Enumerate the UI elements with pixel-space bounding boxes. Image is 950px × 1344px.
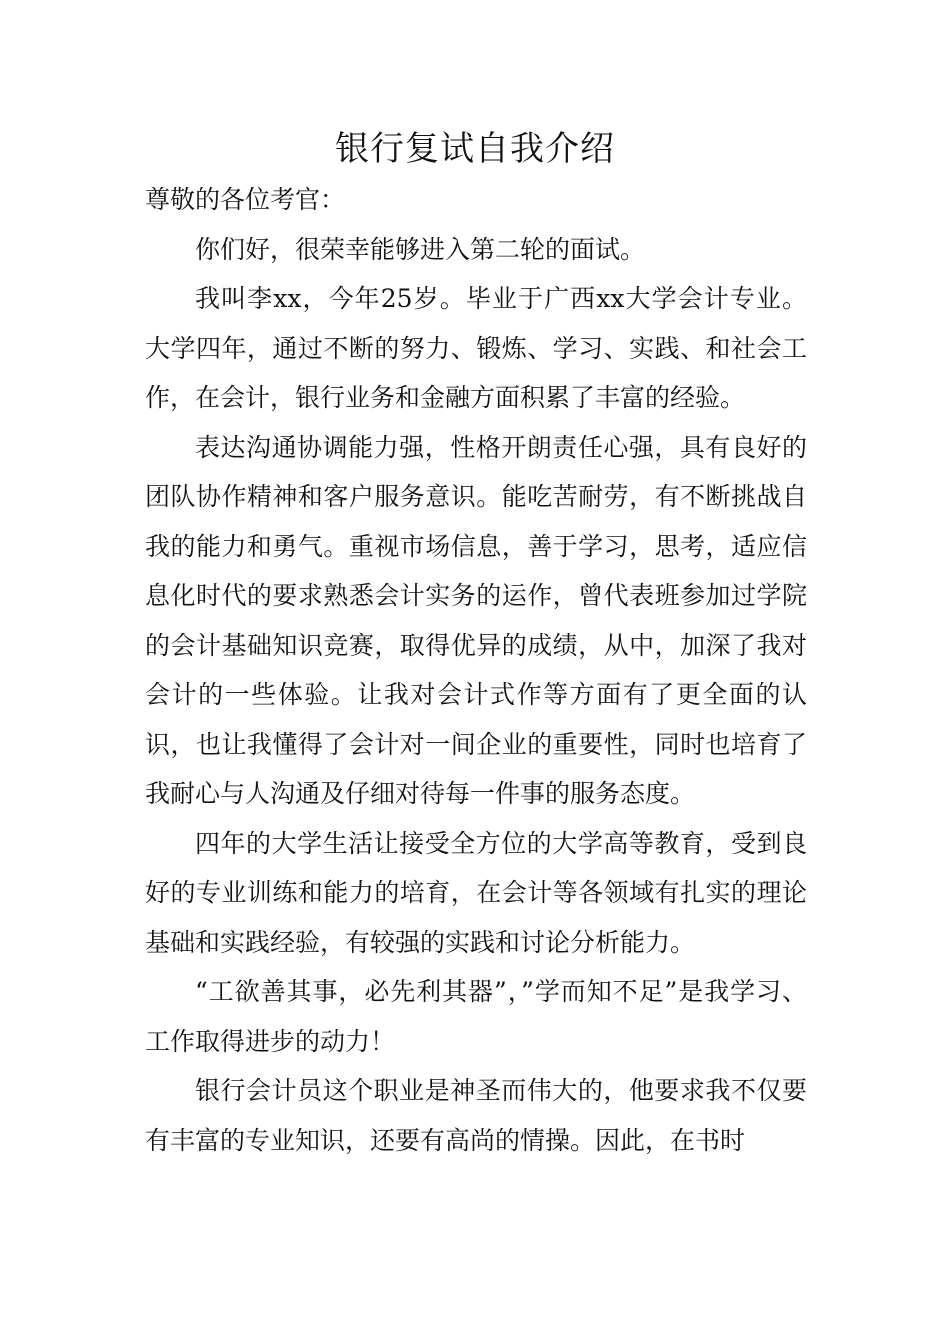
document-title: 银行复试自我介绍 [335, 129, 615, 169]
career-paragraph: 银行会计员这个职业是神圣而伟大的，他要求我不仅要有丰富的专业知识，还要有高尚的情操。因此，在书时 [145, 1076, 807, 1155]
background-paragraph: 我叫李xx，今年25岁。毕业于广西xx大学会计专业。大学四年，通过不断的努力、锻炼、学习、实践、和社会工作，在会计，银行业务和金融方面积累了丰富的经验。 [145, 284, 807, 412]
salutation-paragraph: 尊敬的各位考官： [145, 185, 346, 214]
greeting-paragraph: 你们好，很荣幸能够进入第二轮的面试。 [195, 234, 646, 264]
document-body [145, 175, 807, 1165]
motto-paragraph: “工欲善其事，必先利其器”，”学而知不足”是我学习、工作取得进步的动力！ [145, 977, 807, 1056]
abilities-paragraph: 表达沟通协调能力强，性格开朗责任心强，具有良好的团队协作精神和客户服务意识。能吃苦耐劳，有不断挑战自我的能力和勇气。重视市场信息，善于学习，思考，适应信息化时代的要求熟悉会计实务的运作，曾代表班参加过学院的会计基础知识竞赛，取得优异的成绩，从中，加深了我对会计的一些体验。让我对会计式作等方面有了更全面的认识，也让我懂得了会计对一间企业的重要性，同时也培育了我耐心与人沟通及仔细对待每一件事的服务态度。 [145, 432, 807, 808]
education-paragraph: 四年的大学生活让接受全方位的大学高等教育，受到良好的专业训练和能力的培育，在会计等各领域有扎实的理论基础和实践经验，有较强的实践和讨论分析能力。 [145, 828, 807, 957]
